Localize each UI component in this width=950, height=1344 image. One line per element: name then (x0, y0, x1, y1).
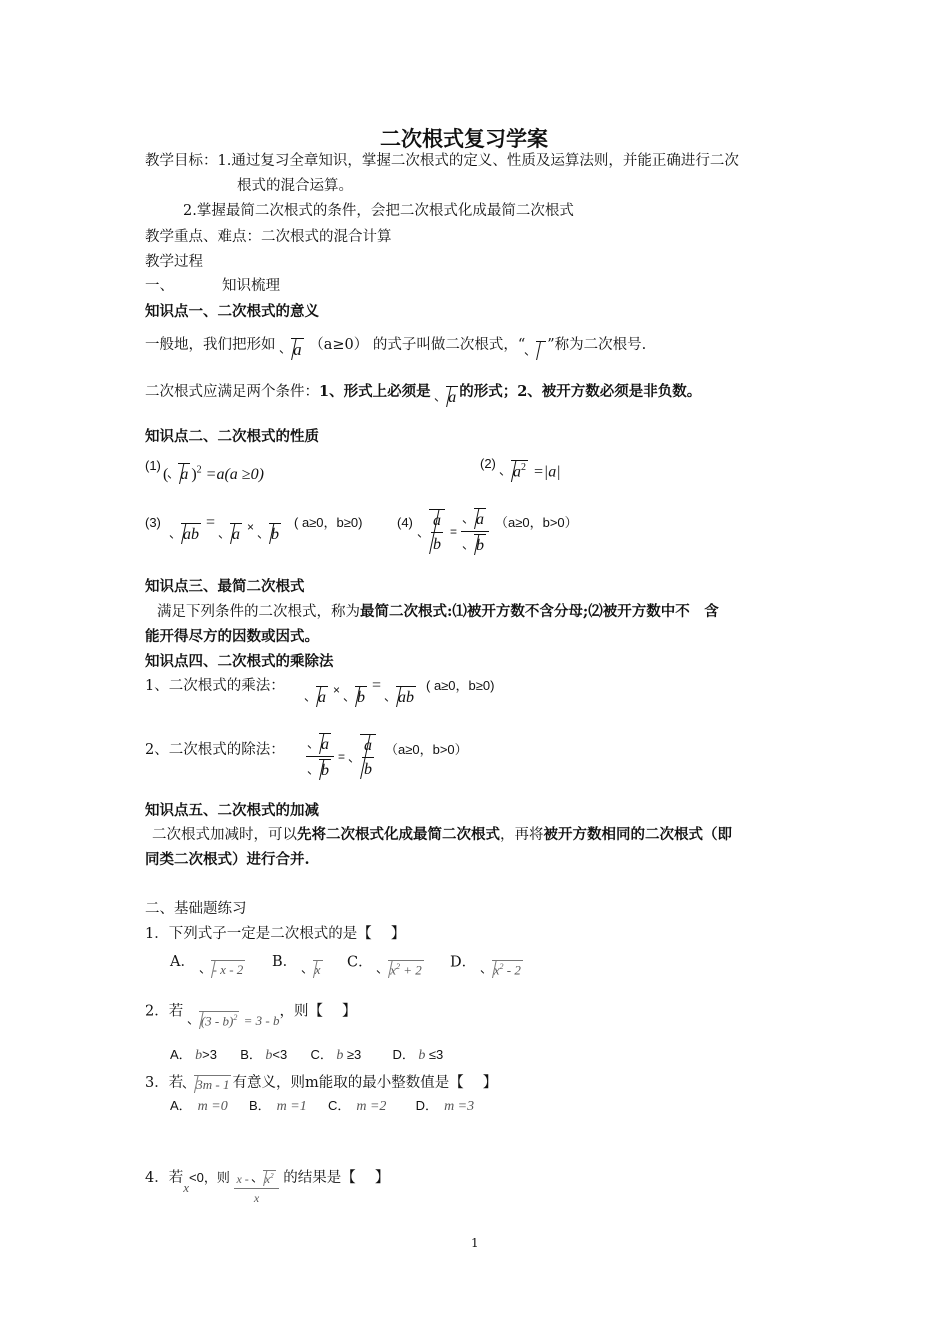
section-2-heading: 二、基础题练习 (145, 901, 247, 917)
q3-formula: 3m - 1 (183, 1075, 231, 1093)
k2-p1-label: (1) (145, 458, 161, 473)
k1-line1-cond: （a≥0） 的式子叫做二次根式，“ (309, 337, 526, 353)
k4-div-cond: （a≥0，b>0） (385, 742, 468, 757)
q4-stem-post: 的结果是【 】 (283, 1169, 390, 1186)
q2-option-c-value: ≥3 (346, 1047, 362, 1062)
k3-line-2: 能开得尽方的因数或因式。 (145, 628, 319, 645)
q2-stem-post: ，则【 】 (279, 1003, 357, 1020)
q2-option-d-value: ≤3 (428, 1047, 444, 1062)
k4-mul-formula: a × b = ab (305, 678, 417, 699)
sqrt-a-symbol-2: a (435, 386, 458, 407)
k1-line2-b1: 1、形式上必须是 (319, 383, 431, 400)
section-1-label: 知识梳理 (222, 278, 280, 294)
q3-option-b-value: m =1 (276, 1099, 307, 1114)
k5-line-2: 同类二次根式）进行合并. (145, 851, 310, 868)
k4-title: 知识点四、二次根式的乘除法 (145, 653, 334, 670)
q2-option-a-label: A． (170, 1047, 192, 1062)
k2-p1-rhs: =a(a ≥0) (205, 466, 264, 483)
k5-line1-b1: 先将二次根式化成最简二次根式 (297, 826, 500, 843)
k5-line1-mid: ，再将 (500, 827, 544, 843)
goals-line-1 (145, 153, 739, 170)
q1-option-a-label: A． (170, 954, 195, 970)
k1-line-2 (145, 380, 702, 406)
k3-line1-pre: 满足下列条件的二次根式，称为 (157, 604, 360, 620)
k2-p2-formula: $a^2 =|a|$ (500, 460, 561, 482)
section-1-num: 一、 (145, 278, 174, 294)
goal-1b: 根式的混合运算。 (237, 178, 353, 194)
q2-stem-pre: 2．若 (145, 1003, 184, 1020)
page-number: 1 (471, 1236, 479, 1250)
k2-p2-rhs: =|a| (533, 463, 561, 481)
k5-line1-b2: 被开方数相同的二次根式（即 (543, 826, 732, 843)
q2-option-d-label: D． (392, 1047, 415, 1062)
q3-option-a-label: A． (170, 1098, 192, 1113)
q1-option-b: B． x (272, 954, 321, 977)
k5-title: 知识点五、二次根式的加减 (145, 802, 319, 819)
q3-stem (145, 1073, 497, 1092)
k2-p4-label: (4) (397, 515, 413, 530)
k1-line1-post: ”称为二次根号. (547, 337, 647, 353)
k4-div-formula: $\frac{a}{b}$ = $\frac{a}{b}$ (306, 733, 377, 780)
q1-option-d: D． $x^2 - 2$ (450, 954, 521, 978)
sqrt-a-symbol: a (280, 338, 304, 360)
q3-option-b-label: B． (248, 1098, 271, 1113)
k2-p2-label: (2) (480, 456, 496, 471)
q2-option-b-value: <3 (272, 1047, 288, 1062)
q1-option-a: A． - x - 2 (170, 954, 244, 977)
k3-line-1 (157, 603, 719, 621)
q2-option-c-label: C． (310, 1047, 333, 1062)
focus-line: 教学重点、难点：二次根式的混合计算 (145, 229, 392, 245)
q4-stem-mid: <0，则 (189, 1169, 230, 1185)
k1-line2-b2: 的形式；2、被开方数必须是非负数。 (459, 383, 702, 400)
k2-p3-formula: ab = a × b (170, 515, 282, 536)
q1-option-c: C． $x^2 + 2$ (347, 954, 422, 978)
goal-1a: 1.通过复习全章知识，掌握二次根式的定义、性质及运算法则，并能正确进行二次 (217, 153, 739, 169)
q3-option-c-value: m =2 (356, 1099, 387, 1114)
process-line: 教学过程 (145, 254, 203, 270)
q2-option-a-value: >3 (202, 1047, 217, 1062)
k1-line2-pre: 二次根式应满足两个条件： (145, 384, 319, 400)
q1-option-c-label: C． (347, 954, 373, 971)
k3-line1-b: 最简二次根式:⑴被开方数不含分母;⑵被开方数中不 含 (360, 603, 719, 620)
q3-stem-post: 有意义，则m能取的最小整数值是【 】 (232, 1075, 498, 1091)
k2-p3-label: (3) (145, 515, 161, 530)
q4-stem: 4．若x<0，则 x - $x^2$ x 的结果是【 】 (145, 1169, 390, 1206)
k1-title: 知识点一、二次根式的意义 (145, 303, 319, 320)
k2-p4-formula: $\frac{a}{b}$ = $\frac{a}{b}$ (418, 508, 489, 555)
q1-option-d-label: D． (450, 954, 477, 971)
k4-mul-cond: ( a≥0，b≥0) (426, 678, 495, 693)
q2-options: A． b>3 B． b<3 C． b ≥3 D． b ≤3 (170, 1047, 444, 1063)
k4-div-label: 2、二次根式的除法： (145, 742, 285, 758)
radical-sign-symbol (525, 341, 546, 360)
q2-stem (145, 1001, 357, 1029)
section-1-heading (145, 278, 280, 295)
k1-line1-pre: 一般地，我们把形如 (145, 337, 276, 353)
k4-mul-label: 1、二次根式的乘法： (145, 678, 285, 694)
q3-option-c-label: C． (327, 1098, 351, 1113)
q1-option-b-label: B． (272, 954, 298, 970)
q4-formula: x - $x^2$ x (234, 1170, 278, 1206)
q3-options (170, 1098, 474, 1116)
k2-p1-formula: ( a )$^2$ =a(a ≥0) (163, 464, 264, 483)
q3-stem-pre: 3．若 (145, 1075, 184, 1091)
q3-option-d-label: D． (415, 1098, 439, 1113)
q1-stem: 1．下列式子一定是二次根式的是【 】 (145, 926, 406, 942)
q2-option-b-label: B． (240, 1047, 262, 1062)
k3-title: 知识点三、最简二次根式 (145, 578, 305, 595)
k5-line1-pre: 二次根式加减时，可以 (152, 827, 297, 843)
q2-formula: (3 - b)$^2$ = 3 - b (188, 1013, 280, 1028)
k2-p3-cond: ( a≥0，b≥0) (294, 515, 363, 530)
k2-title: 知识点二、二次根式的性质 (145, 428, 319, 445)
goals-label: 教学目标： (145, 153, 218, 169)
page-title: 二次根式复习学案 (380, 126, 548, 151)
q3-option-d-value: m =3 (444, 1099, 475, 1114)
goal-2: 2.掌握最简二次根式的条件，会把二次根式化成最简二次根式 (183, 203, 574, 219)
q4-stem-pre: 4．若 (145, 1169, 184, 1186)
q3-option-a-value: m =0 (197, 1099, 228, 1114)
k1-line-1 (145, 332, 647, 359)
k5-line-1 (152, 826, 732, 844)
k2-p4-cond: （a≥0，b>0） (495, 515, 578, 530)
